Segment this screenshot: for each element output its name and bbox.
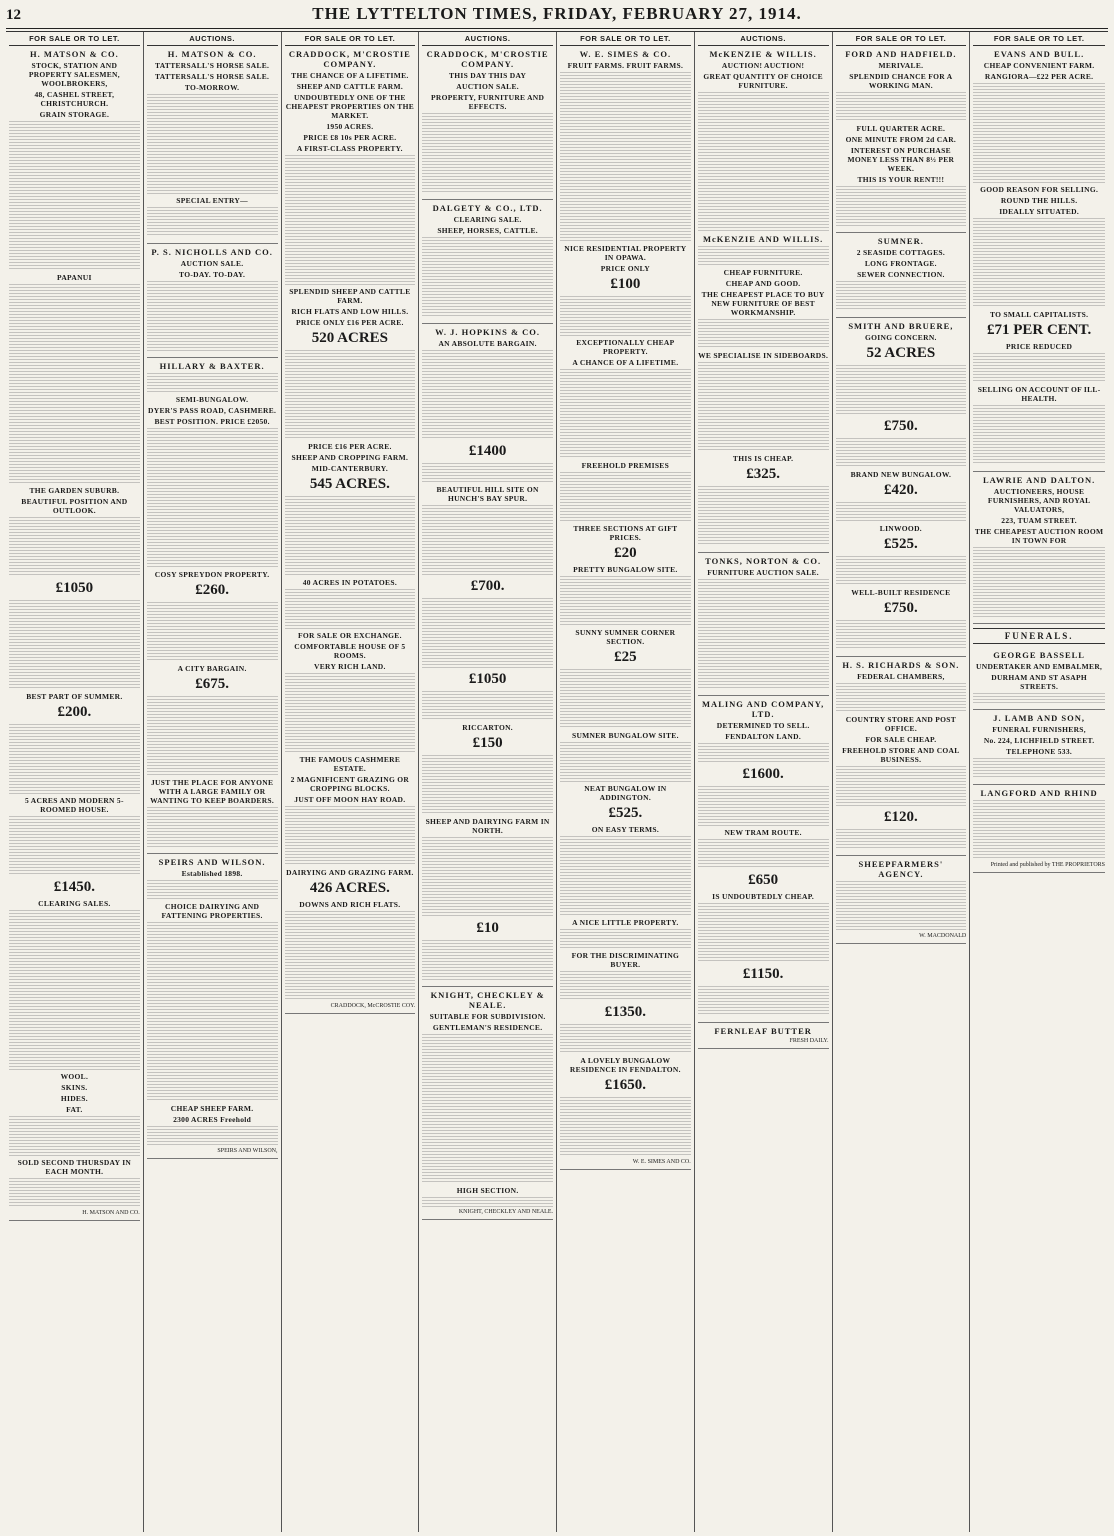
price: £100 xyxy=(610,276,641,292)
ad-heading: 48, CASHEL STREET, CHRISTCHURCH. xyxy=(34,90,115,108)
ad-heading: CLEARING SALE. xyxy=(453,215,522,224)
ad-heading: GREAT QUANTITY OF CHOICE FURNITURE. xyxy=(703,72,823,90)
ad-heading: WE SPECIALISE IN SIDEBOARDS. xyxy=(698,351,829,360)
column-3 xyxy=(282,32,420,1532)
ad-heading: RICH FLATS AND LOW HILLS. xyxy=(291,307,409,316)
newspaper-title: THE LYTTELTON TIMES, FRIDAY, FEBRUARY 27, 1914. xyxy=(312,4,802,23)
advertisement xyxy=(422,324,553,987)
ad-heading: WOOL. xyxy=(60,1072,89,1081)
ad-heading: STOCK, STATION AND PROPERTY SALESMEN, WOOLBROKERS, xyxy=(28,61,120,88)
column-header: FOR SALE OR TO LET. xyxy=(973,32,1105,46)
firm-name: H. S. RICHARDS & SON. xyxy=(842,660,960,670)
ad-heading: 223, TUAM STREET. xyxy=(1001,516,1077,525)
ad-heading: FEDERAL CHAMBERS, xyxy=(857,672,945,681)
price: £650 xyxy=(748,872,779,888)
advertisement xyxy=(973,710,1105,785)
ad-heading: THIS DAY THIS DAY xyxy=(448,71,527,80)
ad-heading: SOLD SECOND THURSDAY IN EACH MONTH. xyxy=(17,1158,132,1176)
ad-heading: GENTLEMAN'S RESIDENCE. xyxy=(432,1023,543,1032)
ad-heading: FUNERAL FURNISHERS, xyxy=(992,725,1086,734)
ad-heading: HIGH SECTION. xyxy=(456,1186,519,1195)
ad-heading: AUCTION! AUCTION! xyxy=(721,61,805,70)
advertisement xyxy=(147,46,278,244)
ad-heading: SHEEP AND CROPPING FARM. xyxy=(291,453,409,462)
ad-heading: CHEAP FURNITURE. xyxy=(723,268,803,277)
ad-heading: SPECIAL ENTRY— xyxy=(176,196,248,205)
advertisement xyxy=(698,696,829,1023)
ad-heading: THE CHANCE OF A LIFETIME. xyxy=(291,71,409,80)
firm-name: KNIGHT, CHECKLEY & NEALE. xyxy=(430,990,545,1010)
firm-name: SUMNER. xyxy=(877,236,924,246)
firm-name: CRADDOCK, M'CROSTIE COMPANY. xyxy=(426,49,549,69)
ad-heading: FOR SALE CHEAP. xyxy=(865,735,937,744)
price: £525. xyxy=(608,805,643,821)
ad-heading: A CHANCE OF A LIFETIME. xyxy=(572,358,679,367)
price: £1150. xyxy=(742,966,784,982)
ad-heading: PRICE ONLY £16 PER ACRE. xyxy=(296,318,404,327)
column-4 xyxy=(419,32,557,1532)
ad-signature: W. MACDONALD xyxy=(919,933,967,939)
ad-heading: AUCTION SALE. xyxy=(180,259,244,268)
ad-heading: PAPANUI xyxy=(57,273,92,282)
price: £1450. xyxy=(53,879,95,895)
page-number: 12 xyxy=(6,7,21,23)
ad-heading: CHEAP CONVENIENT FARM. xyxy=(983,61,1095,70)
column-7 xyxy=(833,32,971,1532)
advertisement xyxy=(973,785,1105,873)
price: £750. xyxy=(884,418,918,434)
firm-name: LAWRIE AND DALTON. xyxy=(983,475,1096,485)
price: £260. xyxy=(195,582,229,598)
column-1 xyxy=(6,32,144,1532)
ad-heading: SKINS. xyxy=(61,1083,88,1092)
firm-name: GEORGE BASSELL xyxy=(993,650,1085,660)
ad-heading: ROUND THE HILLS. xyxy=(1000,196,1078,205)
ad-heading: IS UNDOUBTEDLY CHEAP. xyxy=(712,892,815,901)
ad-heading: NEAT BUNGALOW IN ADDINGTON. xyxy=(584,784,667,802)
firm-name: TONKS, NORTON & CO. xyxy=(705,556,822,566)
price: £1600. xyxy=(742,766,784,782)
advertisement xyxy=(560,46,691,1170)
ad-heading: FULL QUARTER ACRE. xyxy=(856,124,946,133)
price: £1400 xyxy=(468,443,507,459)
advertisement xyxy=(836,856,967,944)
ad-heading: PRICE £16 PER ACRE. xyxy=(308,442,392,451)
column-header: AUCTIONS. xyxy=(422,32,553,46)
ad-heading: BEST POSITION. PRICE £2050. xyxy=(154,417,270,426)
price: £700. xyxy=(470,578,505,594)
firm-name: H. MATSON & CO. xyxy=(30,49,119,59)
column-header: FOR SALE OR TO LET. xyxy=(836,32,967,46)
ad-heading: PROPERTY, FURNITURE AND EFFECTS. xyxy=(431,93,545,111)
firm-name: DALGETY & CO., LTD. xyxy=(432,203,543,213)
ad-signature: CRADDOCK, McCROSTIE COY. xyxy=(330,1003,416,1009)
ad-heading: A NICE LITTLE PROPERTY. xyxy=(572,918,679,927)
ad-heading: THE GARDEN SUBURB. xyxy=(29,486,120,495)
firm-name: SPEIRS AND WILSON. xyxy=(158,857,266,867)
ad-heading: ON EASY TERMS. xyxy=(591,825,660,834)
price: £325. xyxy=(746,466,780,482)
ad-heading: UNDOUBTEDLY ONE OF THE CHEAPEST PROPERTIES ON THE MARKET. xyxy=(285,93,415,120)
ad-heading: 5 ACRES AND MODERN 5-ROOMED HOUSE. xyxy=(24,796,124,814)
advertisement xyxy=(698,46,829,553)
ad-heading: NICE RESIDENTIAL PROPERTY IN OPAWA. xyxy=(564,244,687,262)
ad-heading: 52 ACRES xyxy=(866,345,936,361)
ad-heading: SHEEP AND DAIRYING FARM IN NORTH. xyxy=(425,817,550,835)
advertisement xyxy=(147,358,278,854)
ad-heading: SPLENDID SHEEP AND CATTLE FARM. xyxy=(289,287,411,305)
firm-name: SHEEPFARMERS' AGENCY. xyxy=(858,859,944,879)
ad-heading: MERIVALE. xyxy=(878,61,924,70)
ad-heading: CHEAP SHEEP FARM. xyxy=(170,1104,254,1113)
column-header: FOR SALE OR TO LET. xyxy=(9,32,140,46)
ad-heading: 40 ACRES IN POTATOES. xyxy=(302,578,397,587)
ad-heading: FAT. xyxy=(66,1105,83,1114)
ad-heading: 426 ACRES. xyxy=(309,880,390,896)
ad-heading: PRICE REDUCED xyxy=(1006,342,1073,351)
ad-heading: IDEALLY SITUATED. xyxy=(999,207,1080,216)
ad-signature: Printed and published by THE PROPRIETORS xyxy=(990,862,1105,868)
advertisement xyxy=(147,244,278,358)
ad-heading: AUCTIONEERS, HOUSE FURNISHERS, AND ROYAL VALUATORS, xyxy=(987,487,1091,514)
ad-heading: LINWOOD. xyxy=(879,524,922,533)
ad-signature: H. MATSON AND CO. xyxy=(82,1210,140,1216)
ad-heading: No. 224, LICHFIELD STREET. xyxy=(983,736,1095,745)
funerals-heading: FUNERALS. xyxy=(973,628,1105,644)
ad-heading: SHEEP, HORSES, CATTLE. xyxy=(437,226,538,235)
ad-heading: TATTERSALL'S HORSE SALE. xyxy=(154,61,270,70)
ad-heading: UNDERTAKER AND EMBALMER, xyxy=(976,662,1103,671)
price: £1350. xyxy=(604,1004,646,1020)
advertisement xyxy=(973,46,1105,472)
ad-heading: BRAND NEW BUNGALOW. xyxy=(850,470,952,479)
ad-heading: A LOVELY BUNGALOW RESIDENCE IN FENDALTON. xyxy=(569,1056,681,1074)
ad-heading: THREE SECTIONS AT GIFT PRICES. xyxy=(573,524,678,542)
price: £525. xyxy=(884,536,918,552)
advertisement xyxy=(973,647,1105,710)
ad-heading: CLEARING SALES. xyxy=(38,899,111,908)
ad-heading: DAIRYING AND GRAZING FARM. xyxy=(286,868,414,877)
price: £1050 xyxy=(468,671,507,687)
ad-heading: THE CHEAPEST PLACE TO BUY NEW FURNITURE OF BEST WORKMANSHIP. xyxy=(701,290,825,317)
ad-heading: SUMNER BUNGALOW SITE. xyxy=(571,731,679,740)
ad-heading: TELEPHONE 533. xyxy=(1006,747,1073,756)
ad-heading: PRICE £8 10s PER ACRE. xyxy=(303,133,397,142)
ad-heading: 1950 ACRES. xyxy=(326,122,374,131)
advertisement xyxy=(836,657,967,856)
firm-name: EVANS AND BULL. xyxy=(994,49,1085,59)
ad-heading: SEMI-BUNGALOW. xyxy=(175,395,249,404)
ad-heading: FOR SALE OR EXCHANGE. xyxy=(297,631,402,640)
advertisement xyxy=(973,472,1105,624)
ad-heading: TO-MORROW. xyxy=(184,83,240,92)
ad-heading: TO SMALL CAPITALISTS. xyxy=(989,310,1089,319)
column-header: FOR SALE OR TO LET. xyxy=(285,32,416,46)
ad-heading: 2300 ACRES Freehold xyxy=(173,1115,252,1124)
ad-signature: FRESH DAILY. xyxy=(789,1038,829,1044)
ad-heading: A FIRST-CLASS PROPERTY. xyxy=(296,144,403,153)
ad-heading: AUCTION SALE. xyxy=(456,82,519,91)
column-8 xyxy=(970,32,1108,1532)
ad-heading: FURNITURE AUCTION SALE. xyxy=(707,568,819,577)
columns xyxy=(6,31,1108,1532)
firm-name: HILLARY & BAXTER. xyxy=(159,361,265,371)
ad-heading: JUST THE PLACE FOR ANYONE WITH A LARGE FAMILY OR WANTING TO KEEP BOARDERS. xyxy=(150,778,275,805)
ad-heading: LONG FRONTAGE. xyxy=(864,259,937,268)
ad-heading: GOING CONCERN. xyxy=(865,333,937,342)
ad-heading: TATTERSALL'S HORSE SALE. xyxy=(154,72,270,81)
firm-name: MALING AND COMPANY, LTD. xyxy=(702,699,825,719)
ad-heading: THE CHEAPEST AUCTION ROOM IN TOWN FOR xyxy=(974,527,1104,545)
column-header: FOR SALE OR TO LET. xyxy=(560,32,691,46)
ad-heading: FRUIT FARMS. FRUIT FARMS. xyxy=(567,61,684,70)
advertisement xyxy=(836,318,967,657)
column-header: AUCTIONS. xyxy=(698,32,829,46)
masthead xyxy=(6,4,1108,29)
ad-heading: FOR THE DISCRIMINATING BUYER. xyxy=(571,951,680,969)
price: £20 xyxy=(614,545,637,561)
firm-name: P. S. NICHOLLS AND CO. xyxy=(151,247,273,257)
ad-heading: INTEREST ON PURCHASE MONEY LESS THAN 8½ PER WEEK. xyxy=(847,146,955,173)
column-header: AUCTIONS. xyxy=(147,32,278,46)
advertisement xyxy=(836,233,967,318)
ad-signature: W. E. SIMES AND CO. xyxy=(632,1159,691,1165)
advertisement xyxy=(147,854,278,1159)
price: £150 xyxy=(472,735,503,751)
column-2 xyxy=(144,32,282,1532)
ad-heading: 2 SEASIDE COTTAGES. xyxy=(856,248,946,257)
firm-name: McKENZIE & WILLIS. xyxy=(709,49,817,59)
ad-heading: A CITY BARGAIN. xyxy=(177,664,247,673)
ad-heading: RANGIORA—£22 PER ACRE. xyxy=(984,72,1094,81)
firm-name: LANGFORD AND RHIND xyxy=(980,788,1098,798)
ad-heading: EXCEPTIONALLY CHEAP PROPERTY. xyxy=(576,338,675,356)
price: £200. xyxy=(57,704,92,720)
price: £1650. xyxy=(604,1077,646,1093)
ad-heading: SEWER CONNECTION. xyxy=(857,270,945,279)
column-5 xyxy=(557,32,695,1532)
ad-heading: HIDES. xyxy=(60,1094,88,1103)
advertisement xyxy=(698,1023,829,1049)
firm-name: CRADDOCK, M'CROSTIE COMPANY. xyxy=(288,49,411,69)
price: £25 xyxy=(614,649,637,665)
ad-heading: CHOICE DAIRYING AND FATTENING PROPERTIES. xyxy=(161,902,263,920)
ad-heading: SUITABLE FOR SUBDIVISION. xyxy=(429,1012,546,1021)
ad-heading: BEAUTIFUL POSITION AND OUTLOOK. xyxy=(21,497,128,515)
ad-heading: THIS IS CHEAP. xyxy=(732,454,794,463)
ad-heading: THE FAMOUS CASHMERE ESTATE. xyxy=(299,755,401,773)
ad-heading: Established 1898. xyxy=(181,869,243,878)
ad-heading: ONE MINUTE FROM 2d CAR. xyxy=(845,135,957,144)
ad-heading: DOWNS AND RICH FLATS. xyxy=(299,900,401,909)
advertisement xyxy=(422,46,553,200)
ad-heading: FREEHOLD PREMISES xyxy=(581,461,670,470)
ad-heading: DYER'S PASS ROAD, CASHMERE. xyxy=(148,406,277,415)
ad-heading: SHEEP AND CATTLE FARM. xyxy=(296,82,404,91)
ad-heading: 545 ACRES. xyxy=(309,476,390,492)
ad-heading: COUNTRY STORE AND POST OFFICE. xyxy=(845,715,957,733)
price: £750. xyxy=(884,600,918,616)
price: £120. xyxy=(884,809,918,825)
firm-name: SMITH AND BRUERE, xyxy=(848,321,954,331)
ad-heading: NEW TRAM ROUTE. xyxy=(724,828,802,837)
ad-heading: SPLENDID CHANCE FOR A WORKING MAN. xyxy=(849,72,953,90)
ad-heading: TO-DAY. TO-DAY. xyxy=(179,270,246,279)
advertisement xyxy=(836,46,967,233)
advertisement xyxy=(422,987,553,1220)
firm-name: J. LAMB AND SON, xyxy=(993,713,1086,723)
firm-name: W. E. SIMES & CO. xyxy=(579,49,672,59)
ad-heading: 520 ACRES xyxy=(311,330,389,346)
ad-heading: FENDALTON LAND. xyxy=(725,732,801,741)
ad-heading: COMFORTABLE HOUSE OF 5 ROOMS. xyxy=(294,642,406,660)
ad-heading: JUST OFF MOON HAY ROAD. xyxy=(294,795,406,804)
advertisement xyxy=(698,553,829,696)
ad-heading: GOOD REASON FOR SELLING. xyxy=(980,185,1099,194)
ad-heading: VERY RICH LAND. xyxy=(314,662,386,671)
firm-name: W. J. HOPKINS & CO. xyxy=(435,327,541,337)
ad-heading: DETERMINED TO SELL. xyxy=(716,721,810,730)
firm-name: McKENZIE AND WILLIS. xyxy=(703,234,824,244)
ad-heading: BEST PART OF SUMMER. xyxy=(26,692,123,701)
price: £71 PER CENT. xyxy=(986,322,1092,338)
price: £675. xyxy=(195,676,229,692)
ad-heading: PRETTY BUNGALOW SITE. xyxy=(573,565,678,574)
ad-heading: DURHAM AND ST ASAPH STREETS. xyxy=(991,673,1088,691)
firm-name: FERNLEAF BUTTER xyxy=(714,1026,812,1036)
ad-heading: WELL-BUILT RESIDENCE xyxy=(851,588,951,597)
ad-heading: MID-CANTERBURY. xyxy=(311,464,388,473)
ad-heading: RICCARTON. xyxy=(462,723,513,732)
price: £420. xyxy=(884,482,918,498)
ad-heading: PRICE ONLY xyxy=(600,264,650,273)
price: £1050 xyxy=(55,580,94,596)
ad-heading: COSY SPREYDON PROPERTY. xyxy=(154,570,270,579)
ad-signature: SPEIRS AND WILSON, xyxy=(217,1148,278,1154)
ad-heading: 2 MAGNIFICENT GRAZING OR CROPPING BLOCKS. xyxy=(290,775,410,793)
firm-name: H. MATSON & CO. xyxy=(167,49,257,59)
column-6 xyxy=(695,32,833,1532)
ad-heading: CHEAP AND GOOD. xyxy=(725,279,801,288)
ad-heading: SUNNY SUMNER CORNER SECTION. xyxy=(575,628,676,646)
ad-heading: BEAUTIFUL HILL SITE ON HUNCH'S BAY SPUR. xyxy=(436,485,539,503)
ad-heading: FREEHOLD STORE AND COAL BUSINESS. xyxy=(842,746,960,764)
advertisement xyxy=(422,200,553,324)
ad-heading: THIS IS YOUR RENT!!! xyxy=(857,175,945,184)
ad-heading: SELLING ON ACCOUNT OF ILL-HEALTH. xyxy=(977,385,1101,403)
ad-heading: GRAIN STORAGE. xyxy=(39,110,110,119)
advertisement xyxy=(9,46,140,1221)
advertisement xyxy=(285,46,416,1014)
price: £10 xyxy=(476,920,499,936)
ad-heading: AN ABSOLUTE BARGAIN. xyxy=(438,339,537,348)
firm-name: FORD AND HADFIELD. xyxy=(845,49,957,59)
ad-signature: KNIGHT, CHECKLEY AND NEALE. xyxy=(458,1209,553,1215)
